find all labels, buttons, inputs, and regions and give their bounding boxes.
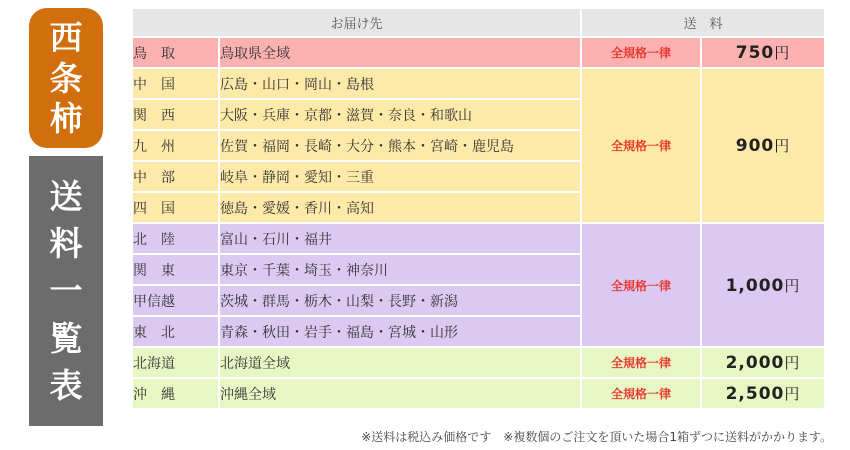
footnote: ※送料は税込み価格です ※複数個のご注文を頂いた場合1箱ずつに送料がかかります。 bbox=[361, 430, 832, 444]
title-char: 西 bbox=[49, 18, 83, 58]
price-unit: 円 bbox=[784, 276, 801, 295]
title-char: 条 bbox=[49, 58, 83, 98]
region-cell: 関 西 bbox=[133, 100, 218, 129]
region-cell: 東 北 bbox=[133, 317, 218, 346]
flat-rate-note: 全規格一律 bbox=[582, 224, 700, 346]
region-cell: 四 国 bbox=[133, 193, 218, 222]
price-value: 900 bbox=[735, 136, 775, 156]
title-char: 一 bbox=[49, 271, 83, 311]
areas-cell: 広島・山口・岡山・島根 bbox=[220, 69, 580, 98]
header-destination: お届け先 bbox=[133, 9, 580, 36]
price-cell bbox=[702, 348, 824, 377]
areas-cell: 富山・石川・福井 bbox=[220, 224, 580, 253]
table-row bbox=[133, 38, 824, 67]
areas-cell: 岐阜・静岡・愛知・三重 bbox=[220, 162, 580, 191]
region-cell: 甲信越 bbox=[133, 286, 218, 315]
areas-cell: 沖縄全域 bbox=[220, 379, 580, 408]
areas-cell: 大阪・兵庫・京都・滋賀・奈良・和歌山 bbox=[220, 100, 580, 129]
areas-cell: 徳島・愛媛・香川・高知 bbox=[220, 193, 580, 222]
areas-cell: 北海道全域 bbox=[220, 348, 580, 377]
region-cell: 沖 縄 bbox=[133, 379, 218, 408]
areas-cell: 東京・千葉・埼玉・神奈川 bbox=[220, 255, 580, 284]
region-cell: 関 東 bbox=[133, 255, 218, 284]
region-cell: 中 国 bbox=[133, 69, 218, 98]
table-row bbox=[133, 69, 824, 98]
price-value: 2,500 bbox=[725, 384, 785, 404]
title-char: 柿 bbox=[49, 98, 83, 138]
price-cell bbox=[702, 379, 824, 408]
price-value: 750 bbox=[735, 43, 775, 63]
region-cell: 北海道 bbox=[133, 348, 218, 377]
flat-rate-note: 全規格一律 bbox=[582, 379, 700, 408]
title-char: 表 bbox=[49, 365, 83, 405]
price-value: 2,000 bbox=[725, 353, 785, 373]
price-cell bbox=[702, 224, 824, 346]
header-shipping: 送 料 bbox=[582, 9, 824, 36]
title-badge-shipping-list bbox=[29, 156, 103, 426]
table-header-row bbox=[133, 9, 824, 36]
shipping-table bbox=[131, 7, 826, 410]
region-cell: 鳥 取 bbox=[133, 38, 218, 67]
price-cell bbox=[702, 38, 824, 67]
price-unit: 円 bbox=[774, 44, 791, 62]
price-cell bbox=[702, 69, 824, 222]
title-char: 覧 bbox=[49, 318, 83, 358]
areas-cell: 佐賀・福岡・長崎・大分・熊本・宮崎・鹿児島 bbox=[220, 131, 580, 160]
table-row bbox=[133, 348, 824, 377]
title-char: 料 bbox=[49, 224, 83, 264]
region-cell: 九 州 bbox=[133, 131, 218, 160]
region-cell: 北 陸 bbox=[133, 224, 218, 253]
price-value: 1,000 bbox=[725, 275, 785, 296]
title-char: 送 bbox=[49, 177, 83, 217]
areas-cell: 鳥取県全域 bbox=[220, 38, 580, 67]
flat-rate-note: 全規格一律 bbox=[582, 69, 700, 222]
flat-rate-note: 全規格一律 bbox=[582, 38, 700, 67]
areas-cell: 青森・秋田・岩手・福島・宮城・山形 bbox=[220, 317, 580, 346]
price-unit: 円 bbox=[784, 354, 801, 372]
table-row bbox=[133, 379, 824, 408]
table-row bbox=[133, 224, 824, 253]
areas-cell: 茨城・群馬・栃木・山梨・長野・新潟 bbox=[220, 286, 580, 315]
region-cell: 中 部 bbox=[133, 162, 218, 191]
price-unit: 円 bbox=[784, 385, 801, 403]
price-unit: 円 bbox=[774, 137, 791, 155]
title-badge-kaki bbox=[29, 8, 103, 148]
flat-rate-note: 全規格一律 bbox=[582, 348, 700, 377]
